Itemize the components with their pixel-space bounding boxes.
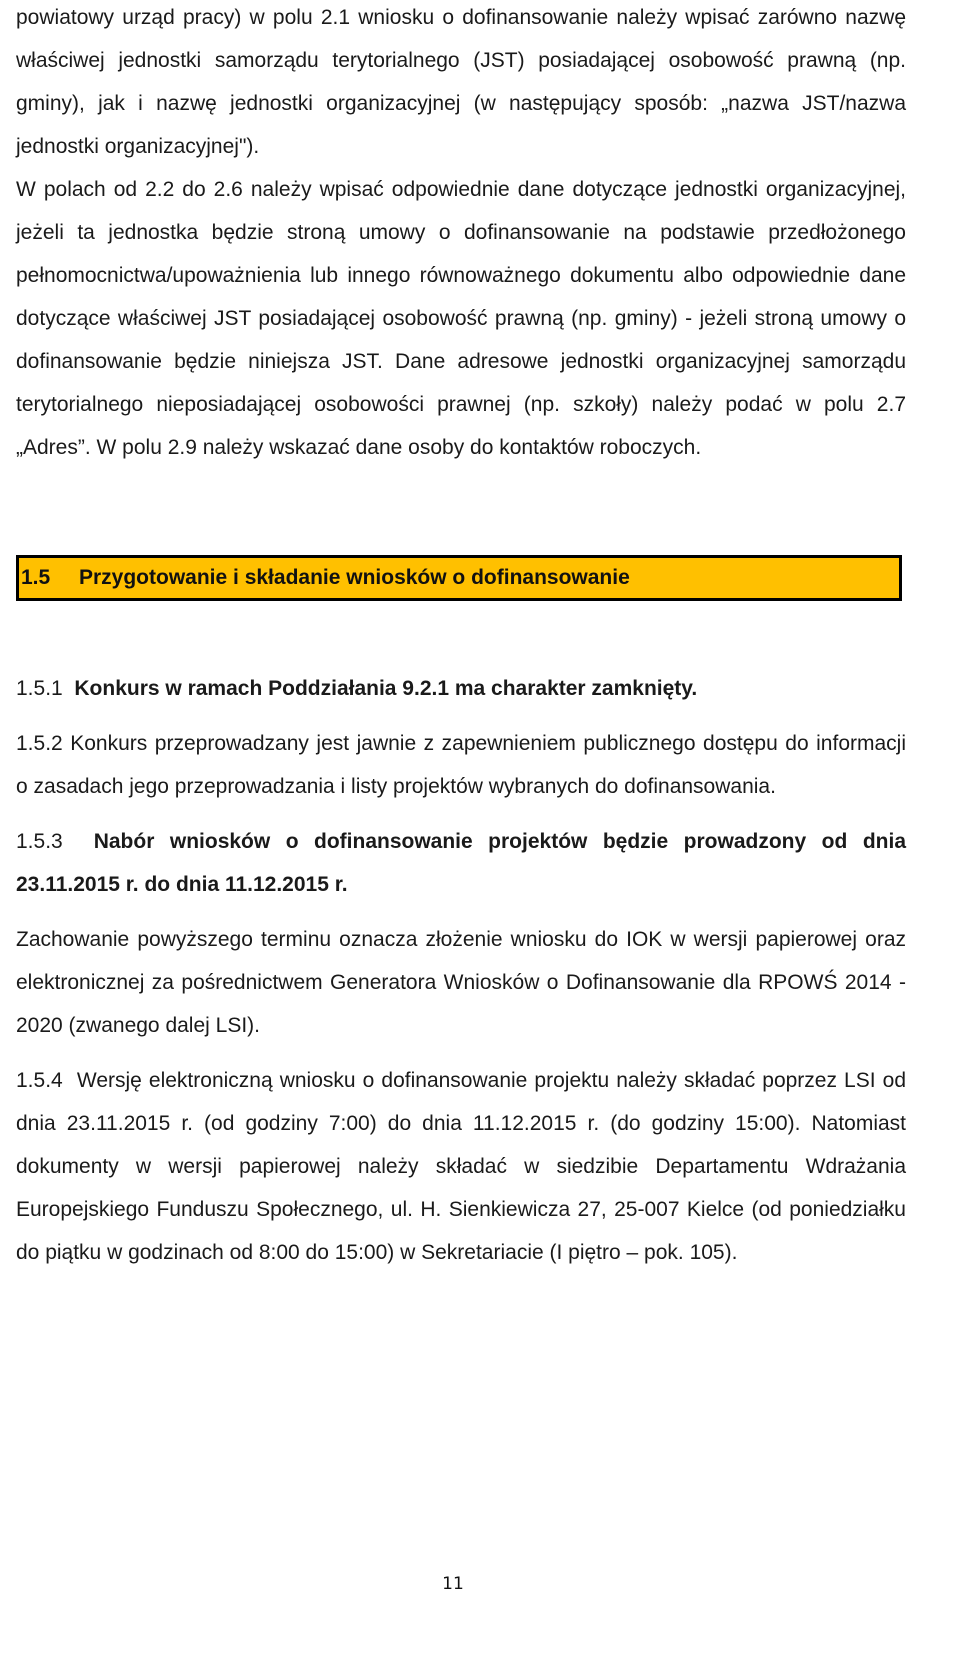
- item-1-5-4-text: Wersję elektroniczną wniosku o dofinansowanie projektu należy składać poprzez LSI od dnia 23.11.2015 r. (od godziny 7:00) do dnia 11.12.2015 r. (do godziny 15:00). Natomiast dokumenty w wersji papierowej należy składać w siedzibie Departamentu Wdrażania Europejskiego Funduszu Społecznego, ul. H. Sienkiewicza 27, 25-007 Kielce (od poniedziałku do piątku w godzinach od 8:00 do 15:00) w Sekretariacie (I piętro – pok. 105).: [16, 1069, 907, 1264]
- paragraph-intro-text: powiatowy urząd pracy) w polu 2.1 wniosku o dofinansowanie należy wpisać zarówno nazwę właściwej jednostki samorządu terytorialnego (JST) posiadającej osobowość prawną (np. gminy), jak i nazwę jednostki organizacyjnej (w następujący sposób: „nazwa JST/nazwa jednostki organizacyjnej").: [16, 6, 906, 158]
- item-1-5-4-number: 1.5.4: [16, 1069, 63, 1092]
- paragraph-w-polach: [16, 168, 906, 469]
- item-1-5-1: [16, 667, 906, 710]
- paragraph-zachowanie: [16, 918, 906, 1047]
- document-page: [16, 0, 906, 1274]
- item-1-5-4: [16, 1059, 906, 1274]
- paragraph-zachowanie-text: Zachowanie powyższego terminu oznacza złożenie wniosku do IOK w wersji papierowej oraz elektronicznej za pośrednictwem Generatora Wniosków o Dofinansowanie dla RPOWŚ 2014 - 2020 (zwanego dalej LSI).: [16, 928, 906, 1037]
- item-1-5-3-text: Nabór wniosków o dofinansowanie projektów będzie prowadzony od dnia 23.11.2015 r. do dnia 11.12.2015 r.: [16, 830, 906, 896]
- item-1-5-3: [16, 820, 906, 906]
- paragraph-intro: [16, 0, 906, 168]
- paragraph-w-polach-text: W polach od 2.2 do 2.6 należy wpisać odpowiednie dane dotyczące jednostki organizacyjnej, jeżeli ta jednostka będzie stroną umowy o dofinansowanie na podstawie przedłożonego pełnomocnictwa/upoważnienia lub innego równoważnego dokumentu albo odpowiednie dane dotyczące właściwej JST posiadającej osobowość prawną (np. gminy) - jeżeli stroną umowy o dofinansowanie będzie niniejsza JST. Dane adresowe jednostki organizacyjnej samorządu terytorialnego nieposiadającej osobowości prawnej (np. szkoły) należy podać w polu 2.7 „Adres”. W polu 2.9 należy wskazać dane osoby do kontaktów roboczych.: [16, 178, 906, 459]
- section-number: 1.5: [21, 566, 51, 589]
- item-1-5-2-number: 1.5.2: [16, 732, 63, 755]
- item-1-5-2: [16, 722, 906, 808]
- item-1-5-1-text: Konkurs w ramach Poddziałania 9.2.1 ma charakter zamknięty.: [74, 677, 698, 700]
- item-1-5-1-number: 1.5.1: [16, 677, 63, 700]
- section-title: Przygotowanie i składanie wniosków o dofinansowanie: [79, 566, 630, 589]
- page-number: 11: [442, 1574, 464, 1594]
- item-1-5-3-number: 1.5.3: [16, 830, 63, 853]
- section-heading: [16, 555, 902, 601]
- item-1-5-2-text: Konkurs przeprowadzany jest jawnie z zapewnieniem publicznego dostępu do informacji o zasadach jego przeprowadzania i listy projektów wybranych do dofinansowania.: [16, 732, 907, 798]
